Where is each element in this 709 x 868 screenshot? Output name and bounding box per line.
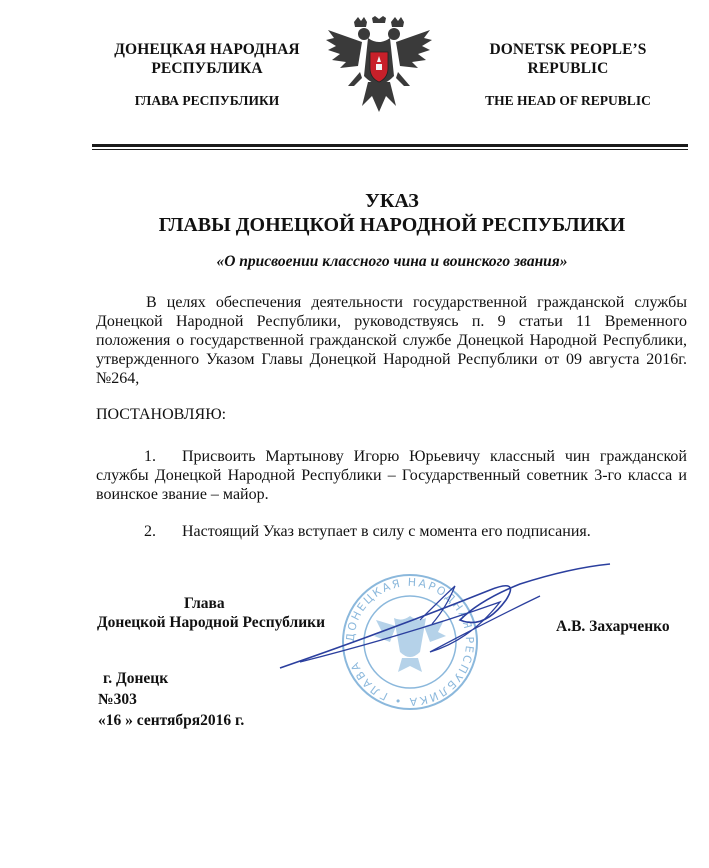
- header-right: [448, 40, 688, 78]
- decree-number: №303: [98, 691, 137, 708]
- decree-title: УКАЗ: [365, 190, 419, 212]
- header-divider-thin: [92, 149, 688, 150]
- signatory-position-line2: Донецкой Народной Республики: [97, 614, 326, 631]
- decree-date: «16 » сентября2016 г.: [98, 712, 245, 729]
- decree-item-1: [96, 447, 687, 504]
- header-left-line1: ДОНЕЦКАЯ НАРОДНАЯ: [114, 41, 300, 58]
- decree-city: г. Донецк: [103, 670, 169, 687]
- header-left: [92, 40, 322, 78]
- header-left-line2: РЕСПУБЛИКА: [151, 60, 263, 77]
- decree-issuer: ГЛАВЫ ДОНЕЦКОЙ НАРОДНОЙ РЕСПУБЛИКИ: [158, 214, 626, 236]
- header-divider-thick: [92, 144, 688, 147]
- header-left-sub: ГЛАВА РЕСПУБЛИКИ: [134, 93, 280, 108]
- header-right-line2: REPUBLIC: [527, 60, 609, 77]
- decree-word: ПОСТАНОВЛЯЮ:: [96, 406, 227, 423]
- item-text: Настоящий Указ вступает в силу с момента его подписания.: [182, 523, 591, 540]
- decree-subject: «О присвоении классного чина и воинского звания»: [216, 253, 568, 270]
- item-number: 2.: [144, 523, 156, 540]
- coat-of-arms-icon: [324, 16, 434, 114]
- item-number: 1.: [144, 448, 156, 465]
- stamp-text: ДОНЕЦКАЯ НАРОДНАЯ РЕСПУБЛИКА • ГЛАВА: [343, 575, 477, 709]
- signatory-name: А.В. Захарченко: [556, 618, 670, 635]
- decree-item-2: [96, 522, 687, 541]
- signatory-position-line1: Глава: [184, 595, 225, 612]
- item-text: Присвоить Мартынову Игорю Юрьевичу классный чин гражданской службы Донецкой Народной Республики – Государственный советник 3-го класса и воинское звание – майор.: [96, 448, 687, 503]
- preamble-paragraph: В целях обеспечения деятельности государственной гражданской службы Донецкой Народной Республики, руководствуясь п. 9 статьи 11 Временного положения о государственной гражданской службе Донецкой Народной Республики, утвержденного Указом Главы Донецкой Народной Республики от 09 августа 2016г. №264,: [96, 294, 687, 387]
- header-right-sub: THE HEAD OF REPUBLIC: [485, 93, 651, 108]
- header-right-line1: DONETSK PEOPLE’S: [489, 41, 647, 58]
